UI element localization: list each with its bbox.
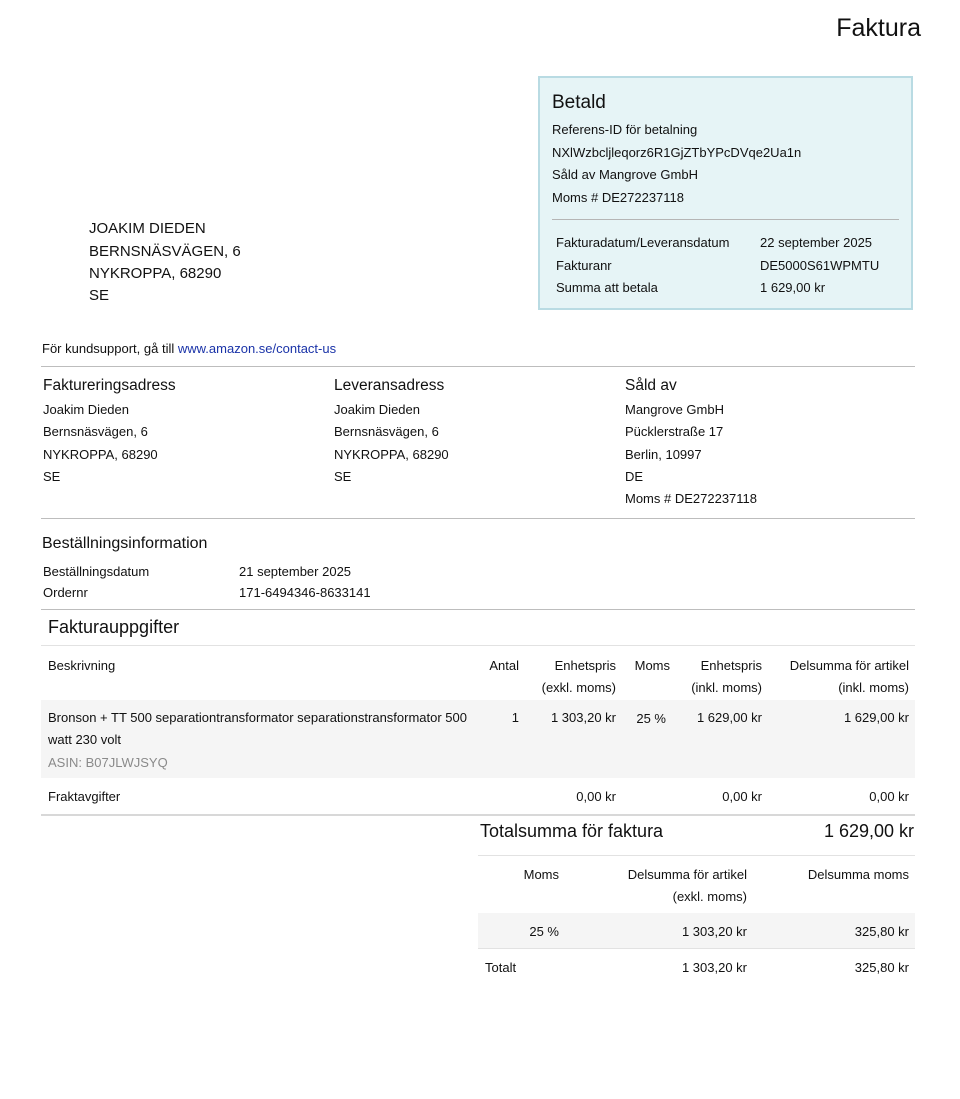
- vat-col-rate: Moms: [523, 867, 559, 882]
- vat-total-label: Totalt: [485, 960, 517, 975]
- col-unit-excl: Enhetspris: [554, 658, 616, 673]
- invoice-total-label: Totalsumma för faktura: [480, 821, 664, 841]
- shipping-subtotal: 0,00 kr: [869, 789, 909, 804]
- vat-sum: 325,80 kr: [854, 924, 909, 939]
- vat-total-sum: 325,80 kr: [854, 960, 909, 975]
- divider: [478, 948, 915, 949]
- invoice-total-value: 1 629,00 kr: [823, 821, 914, 841]
- col-subtotal-sub: (inkl. moms): [838, 680, 909, 695]
- shipping-address-line: Joakim Dieden: [334, 402, 420, 417]
- item-description-cont: watt 230 volt: [48, 732, 121, 747]
- vat-subtotal: 1 303,20 kr: [681, 924, 747, 939]
- payment-status-box: [538, 76, 913, 310]
- invoice-title: Faktura: [836, 14, 921, 42]
- vat-number-line: Moms # DE272237118: [552, 190, 685, 205]
- support-link[interactable]: www.amazon.se/contact-us: [177, 341, 337, 356]
- payment-ref-value: NXlWzbcljleqorz6R1GjZTbYPcDVqe2Ua1n: [552, 145, 802, 160]
- invoice-date-value: 22 september 2025: [760, 235, 873, 250]
- seller-line: Mangrove GmbH: [625, 402, 724, 417]
- col-subtotal: Delsumma för artikel: [789, 658, 909, 673]
- item-qty: 1: [511, 710, 519, 725]
- vat-rate: 25 %: [529, 924, 559, 939]
- col-vat: Moms: [634, 658, 670, 673]
- divider: [41, 366, 915, 367]
- order-number-label: Ordernr: [43, 585, 88, 600]
- col-description: Beskrivning: [48, 658, 116, 673]
- vat-total-subtotal: 1 303,20 kr: [681, 960, 747, 975]
- payment-box-divider: [552, 219, 899, 220]
- customer-country: SE: [89, 287, 110, 304]
- payment-status: Betald: [552, 92, 606, 113]
- order-number-value: 171-6494346-8633141: [239, 585, 371, 600]
- support-line: [42, 341, 336, 356]
- col-unit-incl-sub: (inkl. moms): [691, 680, 762, 695]
- payment-ref-label: Referens-ID för betalning: [552, 122, 698, 137]
- shipping-address-line: SE: [334, 469, 352, 484]
- seller-line: DE: [625, 469, 644, 484]
- seller-line: Berlin, 10997: [625, 447, 702, 462]
- seller-heading: Såld av: [625, 377, 677, 394]
- amount-due-label: Summa att betala: [556, 280, 658, 295]
- vat-col-subtotal: Delsumma för artikel: [627, 867, 747, 882]
- seller-line: Pücklerstraße 17: [625, 424, 724, 439]
- invoice-details-heading: Fakturauppgifter: [48, 617, 180, 637]
- billing-address-line: Bernsnäsvägen, 6: [43, 424, 148, 439]
- item-subtotal: 1 629,00 kr: [843, 710, 909, 725]
- billing-address-heading: Faktureringsadress: [43, 377, 176, 394]
- order-info-heading: Beställningsinformation: [42, 535, 208, 552]
- amount-due-value: 1 629,00 kr: [760, 280, 826, 295]
- seller-line: Moms # DE272237118: [625, 491, 758, 506]
- billing-address-line: Joakim Dieden: [43, 402, 129, 417]
- divider: [41, 814, 915, 816]
- item-unit-excl: 1 303,20 kr: [550, 710, 616, 725]
- col-unit-excl-sub: (exkl. moms): [541, 680, 616, 695]
- invoice-date-label: Fakturadatum/Leveransdatum: [556, 235, 730, 250]
- vat-col-subtotal-sub: (exkl. moms): [672, 889, 747, 904]
- customer-name: JOAKIM DIEDEN: [89, 220, 206, 237]
- support-text: För kundsupport, gå till: [42, 341, 178, 356]
- shipping-label: Fraktavgifter: [48, 789, 121, 804]
- order-date-label: Beställningsdatum: [43, 564, 150, 579]
- col-qty: Antal: [489, 658, 519, 673]
- invoice-number-label: Fakturanr: [556, 258, 612, 273]
- billing-address-line: SE: [43, 469, 61, 484]
- billing-address-line: NYKROPPA, 68290: [43, 447, 158, 462]
- col-unit-incl: Enhetspris: [700, 658, 762, 673]
- divider: [41, 645, 915, 646]
- invoice-number-value: DE5000S61WPMTU: [760, 258, 880, 273]
- item-unit-incl: 1 629,00 kr: [696, 710, 762, 725]
- item-vat: 25 %: [636, 711, 666, 726]
- shipping-address-line: Bernsnäsvägen, 6: [334, 424, 439, 439]
- shipping-unit-incl: 0,00 kr: [722, 789, 762, 804]
- item-asin: ASIN: B07JLWJSYQ: [48, 755, 168, 770]
- sold-by-line: Såld av Mangrove GmbH: [552, 167, 698, 182]
- order-date-value: 21 september 2025: [239, 564, 352, 579]
- shipping-address-line: NYKROPPA, 68290: [334, 447, 449, 462]
- shipping-unit-excl: 0,00 kr: [576, 789, 616, 804]
- customer-city: NYKROPPA, 68290: [89, 265, 222, 282]
- divider: [478, 855, 915, 856]
- vat-col-sum: Delsumma moms: [807, 867, 909, 882]
- customer-street: BERNSNÄSVÄGEN, 6: [89, 243, 241, 260]
- item-description: Bronson + TT 500 separationtransformator separationstransformator 500: [48, 710, 467, 725]
- divider: [41, 609, 915, 610]
- divider: [41, 518, 915, 519]
- shipping-address-heading: Leveransadress: [334, 377, 445, 394]
